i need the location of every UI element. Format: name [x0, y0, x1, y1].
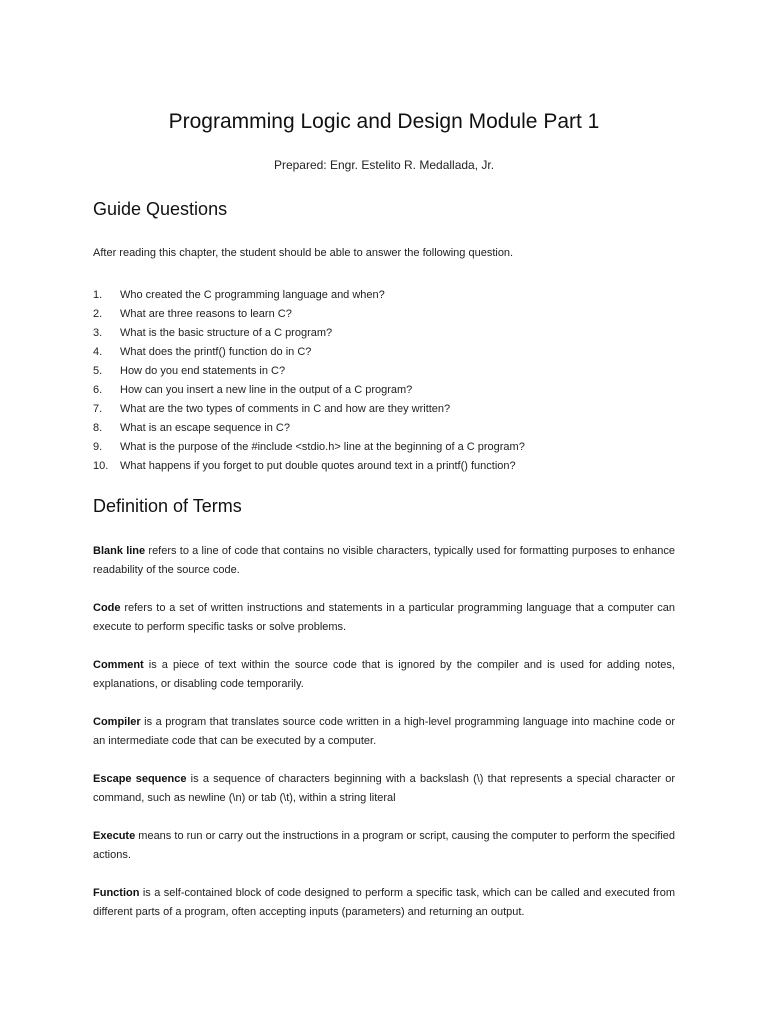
question-number: 9.: [93, 441, 103, 453]
definitions-list: [93, 542, 675, 941]
definition-paragraph: [93, 827, 675, 865]
term-definition: refers to a line of code that contains no visible characters, typically used for formatting purposes to enhance readability of the source code.: [93, 545, 675, 576]
question-number: 8.: [93, 422, 103, 434]
definition-paragraph: [93, 542, 675, 580]
question-number: 6.: [93, 384, 103, 396]
question-number: 4.: [93, 346, 103, 358]
term-name: Compiler: [93, 716, 141, 728]
question-text: How do you end statements in C?: [120, 365, 286, 377]
question-item: [93, 324, 675, 343]
question-text: What are three reasons to learn C?: [120, 308, 292, 320]
term-definition: is a self-contained block of code designed to perform a specific task, which can be called and executed from different parts of a program, often accepting inputs (parameters) and returning an output.: [93, 887, 675, 918]
question-item: [93, 343, 675, 362]
term-name: Execute: [93, 830, 136, 842]
term-name: Comment: [93, 659, 144, 671]
question-item: [93, 438, 675, 457]
question-item: [93, 381, 675, 400]
question-item: [93, 305, 675, 324]
term-definition: is a piece of text within the source code that is ignored by the compiler and is used for adding notes, explanations, or disabling code temporarily.: [93, 659, 675, 690]
question-number: 5.: [93, 365, 103, 377]
question-text: What happens if you forget to put double quotes around text in a printf() function?: [120, 460, 516, 472]
term-definition: means to run or carry out the instructions in a program or script, causing the computer to perform the specified actions.: [93, 830, 675, 861]
question-text: How can you insert a new line in the output of a C program?: [120, 384, 413, 396]
term-definition: is a sequence of characters beginning with a backslash (\) that represents a special character or command, such as newline (\n) or tab (\t), within a string literal: [93, 773, 675, 804]
question-item: [93, 286, 675, 305]
definition-paragraph: [93, 599, 675, 637]
question-text: What is the basic structure of a C program?: [120, 327, 333, 339]
question-item: [93, 457, 675, 476]
question-text: What are the two types of comments in C and how are they written?: [120, 403, 451, 415]
question-item: [93, 362, 675, 381]
question-text: What does the printf() function do in C?: [120, 346, 312, 358]
question-number: 2.: [93, 308, 103, 320]
guide-questions-list: [93, 286, 675, 476]
definition-paragraph: [93, 884, 675, 922]
definition-paragraph: [93, 713, 675, 751]
term-definition: refers to a set of written instructions and statements in a particular programming language that a computer can execute to perform specific tasks or solve problems.: [93, 602, 675, 633]
term-name: Code: [93, 602, 121, 614]
question-number: 3.: [93, 327, 103, 339]
guide-intro: After reading this chapter, the student should be able to answer the following question.: [93, 247, 514, 259]
question-item: [93, 400, 675, 419]
question-text: Who created the C programming language and when?: [120, 289, 385, 301]
guide-questions-heading: Guide Questions: [93, 199, 228, 219]
question-text: What is an escape sequence in C?: [120, 422, 290, 434]
question-number: 10.: [93, 460, 109, 472]
definition-paragraph: [93, 656, 675, 694]
term-name: Escape sequence: [93, 773, 187, 785]
question-text: What is the purpose of the #include <stdio.h> line at the beginning of a C program?: [120, 441, 525, 453]
question-number: 1.: [93, 289, 103, 301]
document-title: Programming Logic and Design Module Part 1: [168, 110, 600, 133]
question-item: [93, 419, 675, 438]
question-number: 7.: [93, 403, 103, 415]
term-name: Function: [93, 887, 140, 899]
term-definition: is a program that translates source code written in a high-level programming language into machine code or an intermediate code that can be executed by a computer.: [93, 716, 675, 747]
definition-of-terms-heading: Definition of Terms: [93, 496, 242, 516]
term-name: Blank line: [93, 545, 146, 557]
definition-paragraph: [93, 770, 675, 808]
author-line: Prepared: Engr. Estelito R. Medallada, Jr.: [273, 158, 495, 172]
